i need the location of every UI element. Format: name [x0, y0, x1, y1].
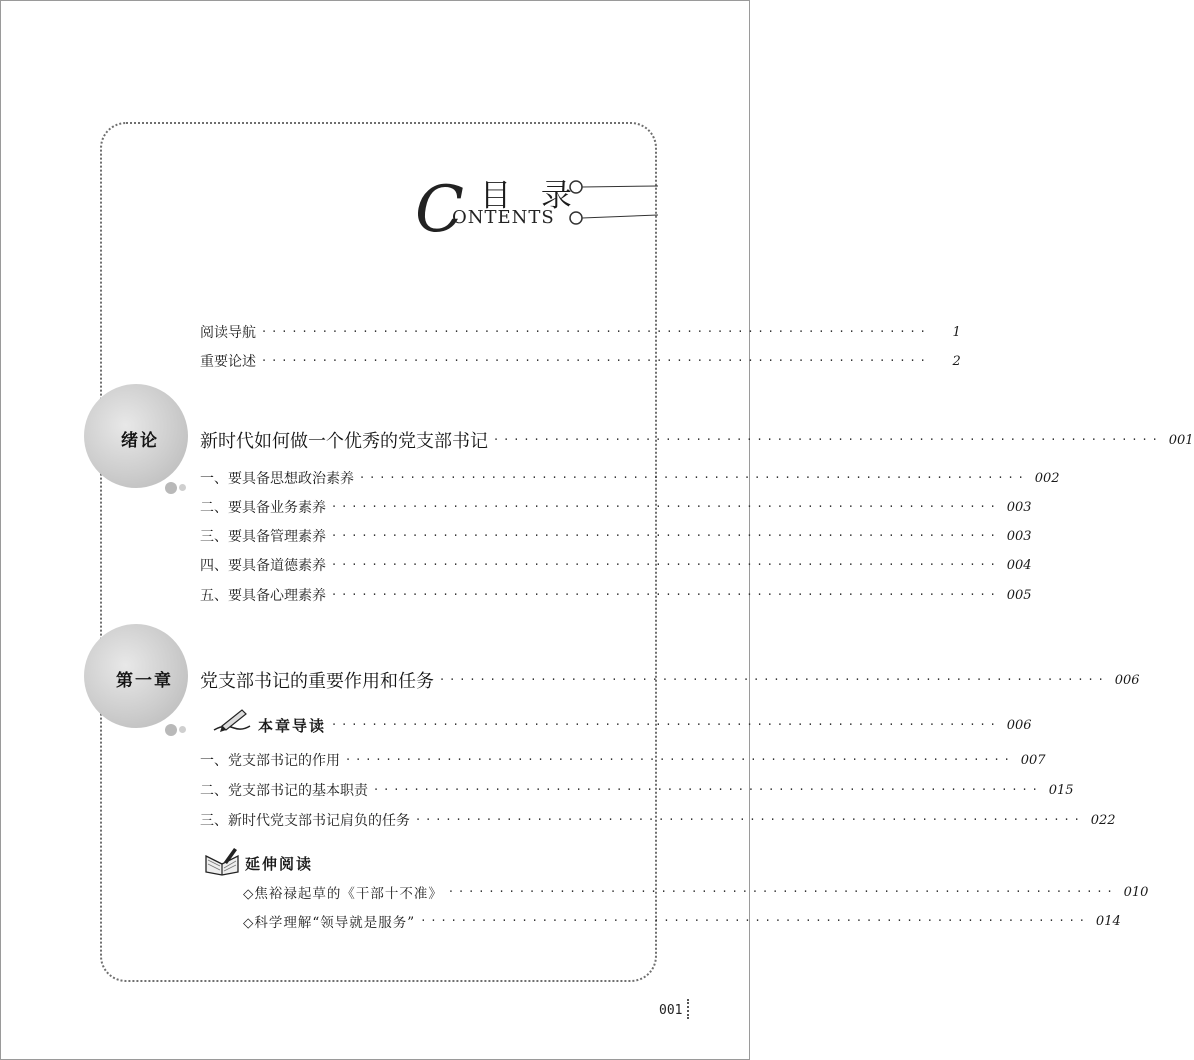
leader-dots: ·································································· [332, 587, 1001, 603]
toc-row-intro-s2[interactable] [200, 495, 1032, 519]
toc-page: 010 [1123, 884, 1149, 900]
pen-writing-icon [212, 706, 252, 736]
contents-big-letter: C [415, 173, 464, 247]
toc-page: 006 [1114, 672, 1140, 688]
toc-row-ext-1[interactable] [243, 880, 1149, 904]
disc-dot [179, 484, 186, 491]
toc-label: 二、党支部书记的基本职责 [200, 783, 368, 799]
toc-label: ◇焦裕禄起草的《干部十不准》 [243, 886, 443, 902]
disc-dot [165, 482, 177, 494]
toc-page: 003 [1006, 499, 1032, 515]
toc-row-intro[interactable] [200, 428, 1194, 452]
leader-dots: ·································································· [374, 782, 1043, 798]
leader-dots: ·································································· [346, 752, 1015, 768]
toc-row-ext-2[interactable] [243, 909, 1121, 933]
leader-dots: ·································································· [416, 812, 1085, 828]
toc-row-intro-s3[interactable] [200, 524, 1032, 548]
page-number-tick [687, 999, 689, 1019]
leader-dots: ·································································· [262, 324, 931, 340]
disc-dot [165, 724, 177, 736]
toc-page: 022 [1090, 812, 1116, 828]
extended-reading-title: 延伸阅读 [245, 855, 314, 873]
toc-row-intro-s4[interactable] [200, 553, 1032, 577]
toc-title-english: ONTENTS [452, 207, 555, 228]
toc-label: 二、要具备业务素养 [200, 500, 326, 516]
intro-title: 新时代如何做一个优秀的党支部书记 [200, 431, 488, 452]
toc-label: 重要论述 [200, 354, 256, 370]
chapter1-title: 党支部书记的重要作用和任务 [200, 671, 434, 692]
toc-row-nav-2[interactable] [200, 349, 961, 373]
toc-row-ch1-s3[interactable] [200, 808, 1116, 832]
toc-row-chapter-guide[interactable] [258, 713, 1032, 737]
toc-row-ch1-s2[interactable] [200, 778, 1074, 802]
intro-tag: 绪论 [121, 431, 159, 451]
toc-page: 002 [1034, 470, 1060, 486]
toc-page: 007 [1020, 752, 1046, 768]
leader-dots: ·································································· [332, 557, 1001, 573]
leader-dots: ·································································· [332, 499, 1001, 515]
toc-label: 阅读导航 [200, 325, 256, 341]
toc-label: 一、要具备思想政治素养 [200, 471, 354, 487]
toc-page: 005 [1006, 587, 1032, 603]
toc-page: 004 [1006, 557, 1032, 573]
toc-title: 目 录 [480, 178, 582, 214]
leader-dots: ·································································· [262, 353, 931, 369]
toc-page: 006 [1006, 717, 1032, 733]
toc-row-intro-s5[interactable] [200, 583, 1032, 607]
toc-label: 三、新时代党支部书记肩负的任务 [200, 813, 410, 829]
disc-dot [179, 726, 186, 733]
toc-label: 五、要具备心理素养 [200, 588, 326, 604]
toc-page: 014 [1095, 913, 1121, 929]
toc-page: 2 [952, 353, 961, 369]
leader-dots: ·································································· [332, 528, 1001, 544]
toc-page: 015 [1048, 782, 1074, 798]
toc-row-ch1-s1[interactable] [200, 748, 1046, 772]
toc-page: 1 [952, 324, 961, 340]
toc-row-nav-1[interactable] [200, 320, 961, 344]
page-number: 001 [659, 1003, 683, 1018]
toc-row-chapter1[interactable] [200, 668, 1140, 692]
leader-dots: ·································································· [494, 432, 1163, 448]
toc-label: 本章导读 [258, 716, 327, 735]
toc-frame [100, 122, 657, 982]
toc-row-intro-s1[interactable] [200, 466, 1060, 490]
toc-page: 003 [1006, 528, 1032, 544]
leader-dots: ·································································· [421, 913, 1090, 929]
toc-label: 一、党支部书记的作用 [200, 753, 340, 769]
chapter1-tag: 第一章 [116, 671, 173, 691]
leader-dots: ·································································· [448, 884, 1118, 900]
leader-dots: ·································································· [360, 470, 1029, 486]
open-book-icon [204, 846, 242, 876]
toc-label: 三、要具备管理素养 [200, 529, 326, 545]
leader-dots: ·································································· [440, 672, 1109, 688]
leader-dots: ·································································· [332, 717, 1001, 733]
toc-label: ◇科学理解“领导就是服务” [243, 915, 416, 931]
toc-page: 001 [1168, 432, 1194, 448]
toc-label: 四、要具备道德素养 [200, 558, 326, 574]
header-ornament-lines [566, 180, 658, 230]
